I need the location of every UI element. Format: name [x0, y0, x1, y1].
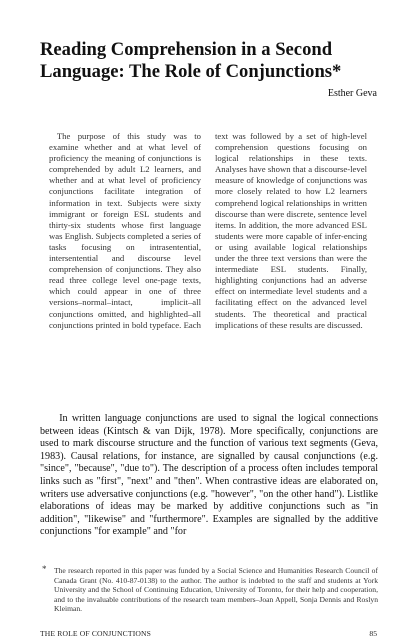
- running-head: THE ROLE OF CONJUNCTIONS: [40, 629, 152, 638]
- page-footer: [40, 629, 377, 638]
- author-name: Esther Geva: [327, 88, 377, 99]
- page-number: 85: [369, 629, 377, 638]
- footnote-text: The research reported in this paper was funded by a Social Science and Humanities Research Council of Canada Grant (No. 410-87-0138) to the author. The author is indebted to the staff and students at York University and the School of Continuing Education, University of Toronto, for their help and cooperation, and to the invaluable contributions of the research team members–Joan Appell, Sonja Dennis and Roslyn Kleiman.: [54, 566, 378, 614]
- abstract-text: The purpose of this study was to examine whether and at what level of proficiency the meaning of conjunctions is comprehended by adult L2 learners, and whether and at what level of proficiency conjunctions facilitate integration of information in text. Subjects were sixty immigrant or foreign ESL students and thirty-six students whose first language was English. Subjects completed a series of tasks focusing on intrasentential, intersentential and discourse level comprehension of conjunctions. They also read three college level one-page texts, which could appear in one of three versions–normal–intact, implicit–all conjunctions omitted, and highlighted–all conjunctions printed in bold typeface. Each text was followed by a set of high-level comprehension questions focusing on logical relationships in these texts. Analyses have shown that a discourse-level measure of knowledge of conjunctions was more closely related to how L2 learners comprehend logical relationships in written discourse than were discrete, sentence level items. In addition, the more advanced ESL students were more capable of infer-encing or using available logical relationships under the three text versions than were the intermediate ESL students. Finally, highlighting conjunctions had an adverse effect on intermediate level students and a facilitating effect on the advanced level students. The theoretical and practical implications of these results are discussed.: [49, 131, 367, 330]
- footnote: [40, 566, 378, 614]
- body-paragraph: In written language conjunctions are used to signal the logical connections between ideas (Kintsch & van Dijk, 1978). More specifically, conjunctions are used to mark discourse structure and the function of various text segments (Geva, 1983). Causal relations, for instance, are signalled by causal conjunctions (e.g. "since", "because", "due to"). The description of a process often includes temporal links such as "first", "next" and "then". When contrastive ideas are elaborated on, writers use adversative conjunctions (e.g. "however", "on the other hand"). Listlike elaborations of ideas may be marked by additive conjunctions such as "in addition", "likewise" and "furthermore". Examples are signalled by the additive conjunctions "for example" and "for: [40, 413, 378, 538]
- article-title: Reading Comprehension in a Second Language: The Role of Conjunctions*: [40, 39, 342, 82]
- footnote-mark: *: [42, 564, 47, 574]
- body-text: [40, 413, 378, 539]
- abstract: [49, 131, 367, 341]
